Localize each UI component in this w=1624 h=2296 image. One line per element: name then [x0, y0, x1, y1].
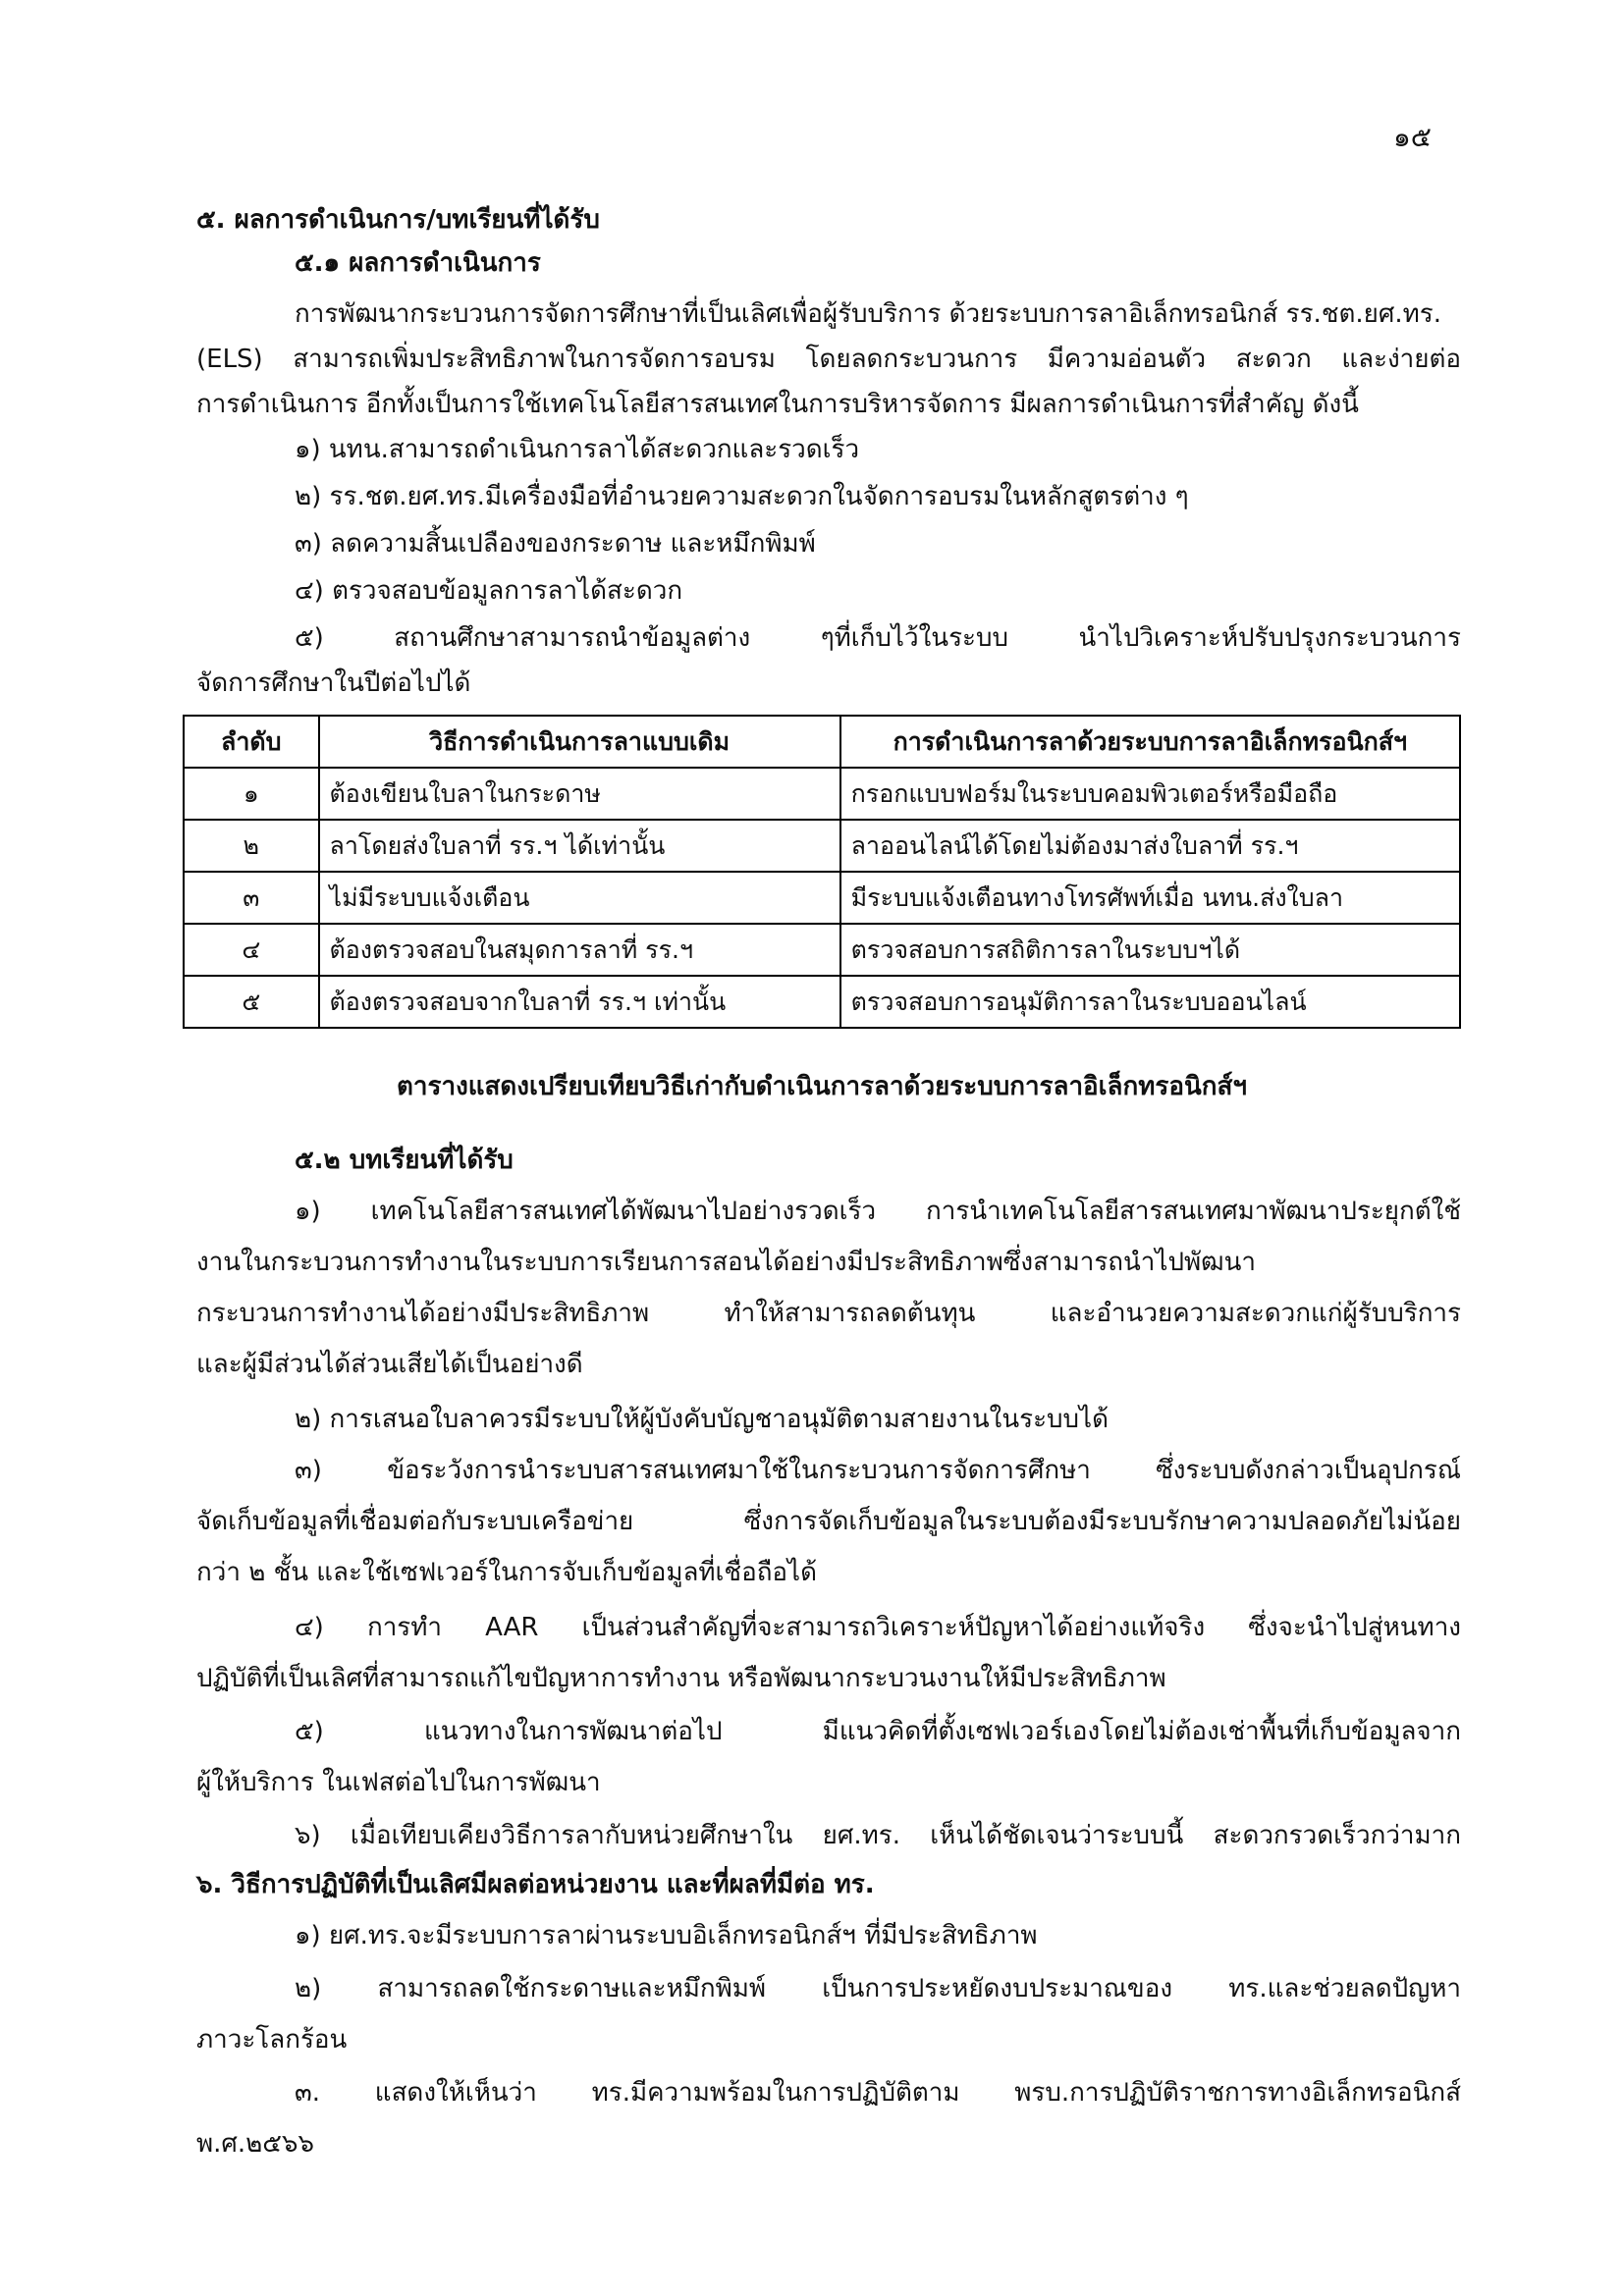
- table-cell: ลาโดยส่งใบลาที่ รร.ฯ ได้เท่านั้น: [319, 820, 840, 872]
- s6-p1: ๑) ยศ.ทร.จะมีระบบการลาผ่านระบบอิเล็กทรอนิกส์ฯ ที่มีประสิทธิภาพ: [295, 1921, 1038, 1950]
- s51-para-line-1: การพัฒนากระบวนการจัดการศึกษาที่เป็นเลิศเพื่อผู้รับบริการ ด้วยระบบการลาอิเล็กทรอนิกส์ รร.ชต.ยศ.ทร.: [295, 299, 1441, 329]
- s51-para-line-2: (ELS) สามารถเพิ่มประสิทธิภาพในการจัดการอบรม โดยลดกระบวนการ มีความอ่อนตัว สะดวก และง่ายต่อ: [196, 345, 1461, 374]
- table-cell: ตรวจสอบการอนุมัติการลาในระบบออนไลน์: [840, 976, 1460, 1028]
- s52-p6: ๖) เมื่อเทียบเคียงวิธีการลากับหน่วยศึกษาใน ยศ.ทร. เห็นได้ชัดเจนว่าระบบนี้ สะดวกรวดเร็วกว่ามาก: [295, 1821, 1461, 1850]
- table-cell: ๔: [184, 924, 319, 976]
- section5-1-heading: ๕.๑ ผลการดำเนินการ: [295, 248, 541, 278]
- table-cell: ๑: [184, 768, 319, 820]
- s52-p5-line-1: ๕) แนวทางในการพัฒนาต่อไป มีแนวคิดที่ตั้งเซฟเวอร์เองโดยไม่ต้องเช่าพื้นที่เก็บข้อมูลจาก: [295, 1717, 1461, 1746]
- comparison-table: [183, 715, 1461, 1029]
- s51-item-4: ๔) ตรวจสอบข้อมูลการลาได้สะดวก: [295, 576, 683, 606]
- s51-item-5-cont: จัดการศึกษาในปีต่อไปได้: [196, 668, 471, 698]
- section5-heading: ๕. ผลการดำเนินการ/บทเรียนที่ได้รับ: [196, 205, 600, 235]
- s52-p3-line-1: ๓) ข้อระวังการนำระบบสารสนเทศมาใช้ในกระบวนการจัดการศึกษา ซึ่งระบบดังกล่าวเป็นอุปกรณ์: [295, 1456, 1461, 1485]
- s6-p2-line-1: ๒) สามารถลดใช้กระดาษและหมึกพิมพ์ เป็นการประหยัดงบประมาณของ ทร.และช่วยลดปัญหา: [295, 1974, 1461, 2003]
- table-cell: ๓: [184, 872, 319, 924]
- s51-para-line-3: การดำเนินการ อีกทั้งเป็นการใช้เทคโนโลยีสารสนเทศในการบริหารจัดการ มีผลการดำเนินการที่สำคัญ ดังนี้: [196, 390, 1359, 419]
- s51-item-2: ๒) รร.ชต.ยศ.ทร.มีเครื่องมือที่อำนวยความสะดวกในจัดการอบรมในหลักสูตรต่าง ๆ: [295, 482, 1189, 511]
- col-header-order: ลำดับ: [184, 716, 319, 768]
- s6-p3-line-2: พ.ศ.๒๕๖๖: [196, 2129, 314, 2159]
- s51-item-5: ๕) สถานศึกษาสามารถนำข้อมูลต่าง ๆที่เก็บไว้ในระบบ นำไปวิเคราะห์ปรับปรุงกระบวนการ: [295, 623, 1461, 653]
- s52-p1-line-2: งานในกระบวนการทำงานในระบบการเรียนการสอนได้อย่างมีประสิทธิภาพซึ่งสามารถนำไปพัฒนา: [196, 1248, 1256, 1277]
- table-caption: ตารางแสดงเปรียบเทียบวิธีเก่ากับดำเนินการลาด้วยระบบการลาอิเล็กทรอนิกส์ฯ: [397, 1072, 1247, 1101]
- s52-p5-line-2: ผู้ให้บริการ ในเฟสต่อไปในการพัฒนา: [196, 1768, 601, 1797]
- table-row: [184, 924, 1460, 976]
- table-row: [184, 820, 1460, 872]
- table-cell: ๒: [184, 820, 319, 872]
- col-header-old-method: วิธีการดำเนินการลาแบบเดิม: [319, 716, 840, 768]
- s52-p4-line-2: ปฏิบัติที่เป็นเลิศที่สามารถแก้ไขปัญหาการทำงาน หรือพัฒนากระบวนงานให้มีประสิทธิภาพ: [196, 1664, 1166, 1693]
- s6-p3-line-1: ๓. แสดงให้เห็นว่า ทร.มีความพร้อมในการปฏิบัติตาม พรบ.การปฏิบัติราชการทางอิเล็กทรอนิกส์: [295, 2078, 1461, 2108]
- s52-p1-line-3: กระบวนการทำงานได้อย่างมีประสิทธิภาพ ทำให้สามารถลดต้นทุน และอำนวยความสะดวกแก่ผู้รับบริการ: [196, 1299, 1461, 1328]
- s6-p2-line-2: ภาวะโลกร้อน: [196, 2025, 348, 2055]
- s52-p3-line-3: กว่า ๒ ชั้น และใช้เซฟเวอร์ในการจับเก็บข้อมูลที่เชื่อถือได้: [196, 1558, 818, 1587]
- table-cell: ต้องตรวจสอบจากใบลาที่ รร.ฯ เท่านั้น: [319, 976, 840, 1028]
- table-row: [184, 976, 1460, 1028]
- table-row: [184, 872, 1460, 924]
- table-cell: มีระบบแจ้งเตือนทางโทรศัพท์เมื่อ นทน.ส่งใบลา: [840, 872, 1460, 924]
- table-cell: ลาออนไลน์ได้โดยไม่ต้องมาส่งใบลาที่ รร.ฯ: [840, 820, 1460, 872]
- table-header-row: [184, 716, 1460, 768]
- s51-item-1: ๑) นทน.สามารถดำเนินการลาได้สะดวกและรวดเร็ว: [295, 435, 860, 464]
- col-header-electronic-method: การดำเนินการลาด้วยระบบการลาอิเล็กทรอนิกส์ฯ: [840, 716, 1460, 768]
- table-cell: ต้องตรวจสอบในสมุดการลาที่ รร.ฯ: [319, 924, 840, 976]
- s52-p2: ๒) การเสนอใบลาควรมีระบบให้ผู้บังคับบัญชาอนุมัติตามสายงานในระบบได้: [295, 1405, 1110, 1434]
- s52-p4-line-1: ๔) การทำ AAR เป็นส่วนสำคัญที่จะสามารถวิเคราะห์ปัญหาได้อย่างแท้จริง ซึ่งจะนำไปสู่หนทาง: [295, 1613, 1461, 1642]
- table-row: [184, 768, 1460, 820]
- table-cell: ตรวจสอบการสถิติการลาในระบบฯได้: [840, 924, 1460, 976]
- section5-2-heading: ๕.๒ บทเรียนที่ได้รับ: [295, 1146, 514, 1175]
- table-cell: ๕: [184, 976, 319, 1028]
- table-cell: ต้องเขียนใบลาในกระดาษ: [319, 768, 840, 820]
- s52-p1-line-1: ๑) เทคโนโลยีสารสนเทศได้พัฒนาไปอย่างรวดเร็ว การนำเทคโนโลยีสารสนเทศมาพัฒนาประยุกต์ใช้: [295, 1197, 1461, 1226]
- s52-p1-line-4: และผู้มีส่วนได้ส่วนเสียได้เป็นอย่างดี: [196, 1350, 583, 1379]
- table-cell: กรอกแบบฟอร์มในระบบคอมพิวเตอร์หรือมือถือ: [840, 768, 1460, 820]
- s52-p3-line-2: จัดเก็บข้อมูลที่เชื่อมต่อกับระบบเครือข่าย ซึ่งการจัดเก็บข้อมูลในระบบต้องมีระบบรักษาความปลอดภัยไม่น้อย: [196, 1507, 1461, 1536]
- section6-heading: ๖. วิธีการปฏิบัติที่เป็นเลิศมีผลต่อหน่วยงาน และที่ผลที่มีต่อ ทร.: [196, 1870, 875, 1899]
- table-cell: ไม่มีระบบแจ้งเตือน: [319, 872, 840, 924]
- s51-item-3: ๓) ลดความสิ้นเปลืองของกระดาษ และหมึกพิมพ์: [295, 529, 816, 559]
- page-number: ๑๕: [1393, 121, 1432, 153]
